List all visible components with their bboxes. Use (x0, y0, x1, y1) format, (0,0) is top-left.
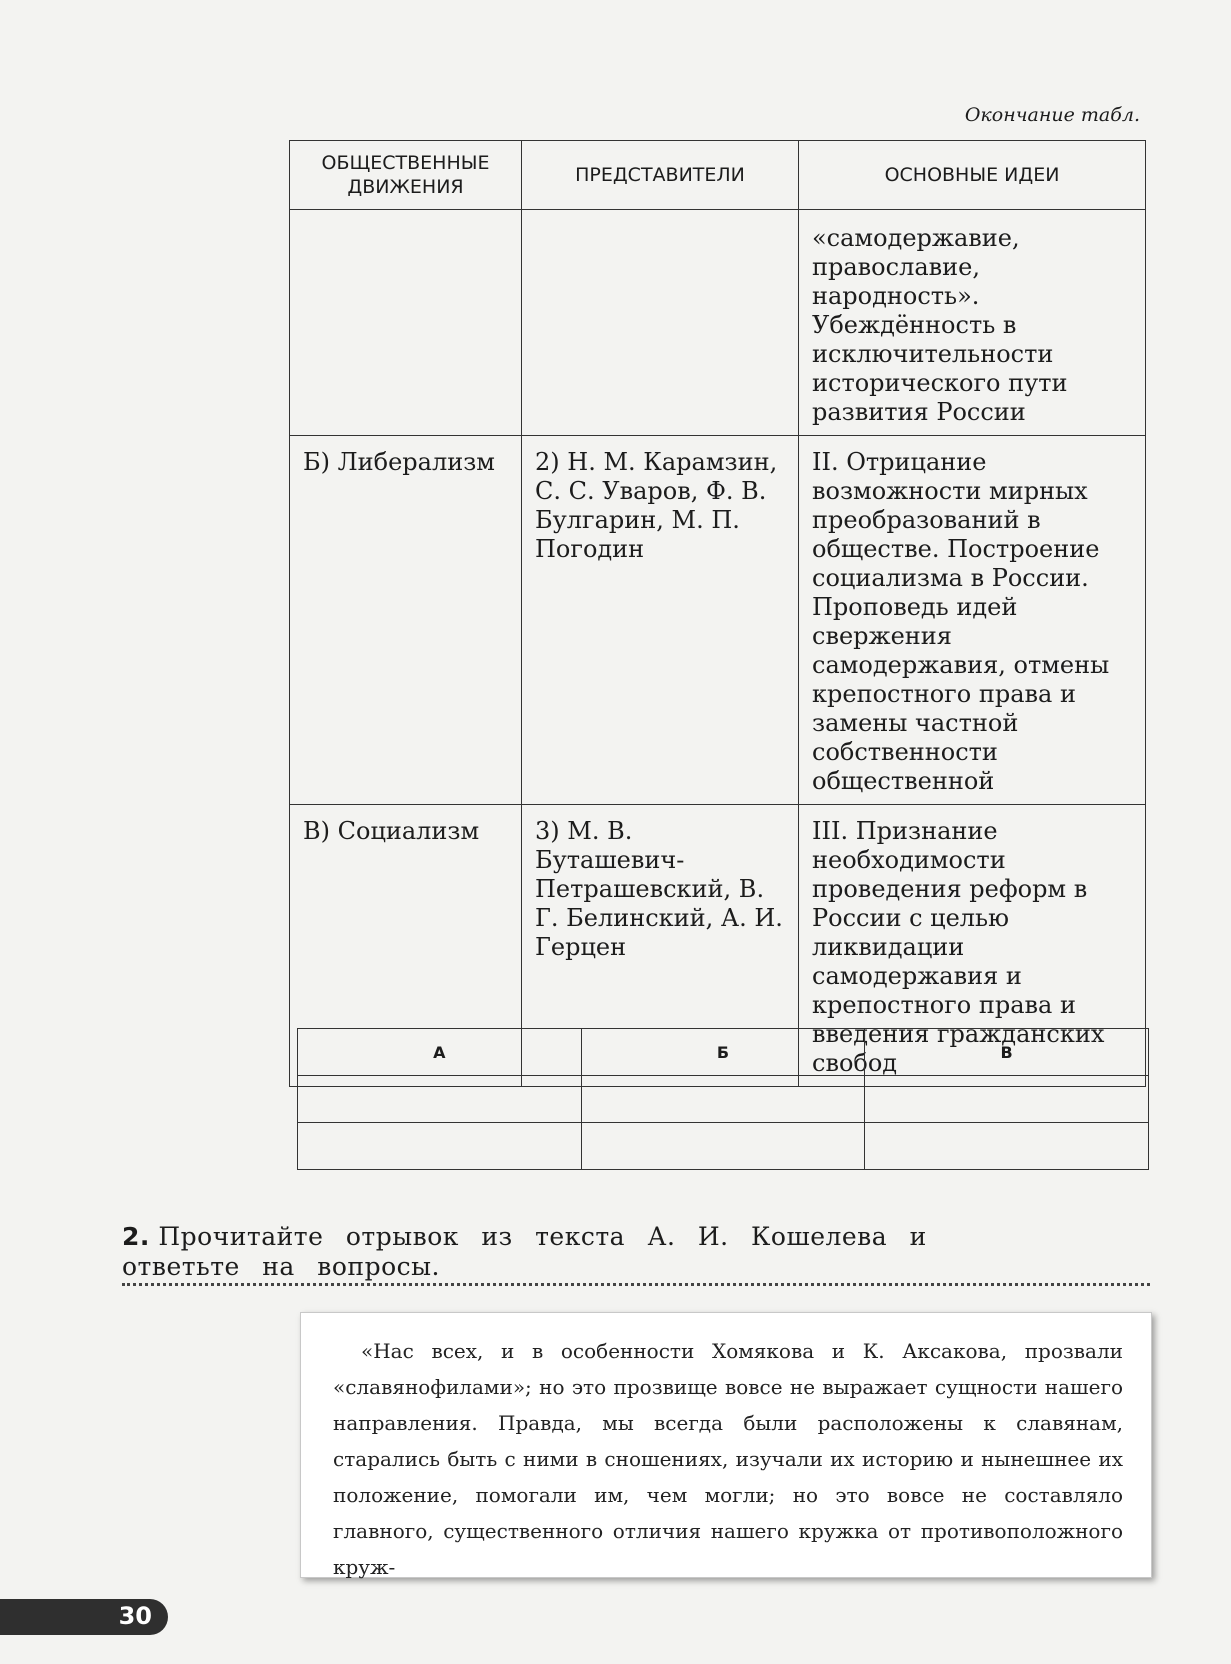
movement-cell: Б) Либерализм (290, 436, 522, 805)
dotted-divider (122, 1283, 1150, 1286)
answer-cell-v[interactable] (865, 1123, 1149, 1170)
quote-box (300, 1312, 1152, 1578)
answer-cell-a[interactable] (298, 1123, 582, 1170)
task-number: 2. (122, 1222, 150, 1251)
task-2 (122, 1222, 982, 1282)
ideas-cell: III. Признание необходимости проведения реформ в России с целью ликвидации самодержавия и крепостного права и введения гражданских свобод (799, 805, 1146, 1087)
movement-cell (290, 210, 522, 436)
page-number: 30 (118, 1602, 152, 1630)
representatives-cell: 2) Н. М. Карамзин, С. С. Уваров, Ф. В. Булгарин, М. П. Погодин (522, 436, 799, 805)
table-header-row (290, 141, 1146, 210)
table-row (290, 210, 1146, 436)
answer-row (298, 1123, 1149, 1170)
answer-cell-b[interactable] (581, 1076, 865, 1123)
quote-text: «Нас всех, и в особенности Хомякова и К. Аксакова, прозвали «славянофилами»; но это прозвище вовсе не выражает сущности нашего направления. Правда, мы всегда были расположены к славянам, старались быть с ними в сношениях, изучали их историю и нынешнее их положение, помогали им, чем могли; но это вовсе не составляло главного, существенного отличия нашего кружка от противоположного круж- (333, 1339, 1123, 1579)
ideas-cell: «самодержавие, православие, народность». Убеждённость в исключительности исторического пути развития России (799, 210, 1146, 436)
answer-table (297, 1028, 1149, 1170)
answer-cell-a[interactable] (298, 1076, 582, 1123)
answer-cell-b[interactable] (581, 1123, 865, 1170)
answer-cell-v[interactable] (865, 1076, 1149, 1123)
answer-header-row (298, 1029, 1149, 1076)
page-number-tab (0, 1599, 168, 1635)
answer-header-a: А (298, 1029, 582, 1076)
header-movements: ОБЩЕСТВЕННЫЕ ДВИЖЕНИЯ (290, 141, 522, 210)
answer-header-v: В (865, 1029, 1149, 1076)
representatives-cell (522, 210, 799, 436)
movement-cell: В) Социализм (290, 805, 522, 1087)
answer-header-b: Б (581, 1029, 865, 1076)
representatives-cell: 3) М. В. Буташевич-Петрашевский, В. Г. Белинский, А. И. Герцен (522, 805, 799, 1087)
header-representatives: ПРЕДСТАВИТЕЛИ (522, 141, 799, 210)
ideas-cell: II. Отрицание возможности мирных преобразований в обществе. Построение социализма в России. Проповедь идей свержения самодержавия, отмены крепостного права и замены частной собственности общественной (799, 436, 1146, 805)
social-movements-table (289, 140, 1146, 1087)
table-continuation-note: Окончание табл. (964, 104, 1140, 126)
table-row (290, 436, 1146, 805)
answer-row (298, 1076, 1149, 1123)
task-text: Прочитайте отрывок из текста А. И. Кошелева и ответьте на вопросы. (122, 1222, 927, 1281)
header-ideas: ОСНОВНЫЕ ИДЕИ (799, 141, 1146, 210)
